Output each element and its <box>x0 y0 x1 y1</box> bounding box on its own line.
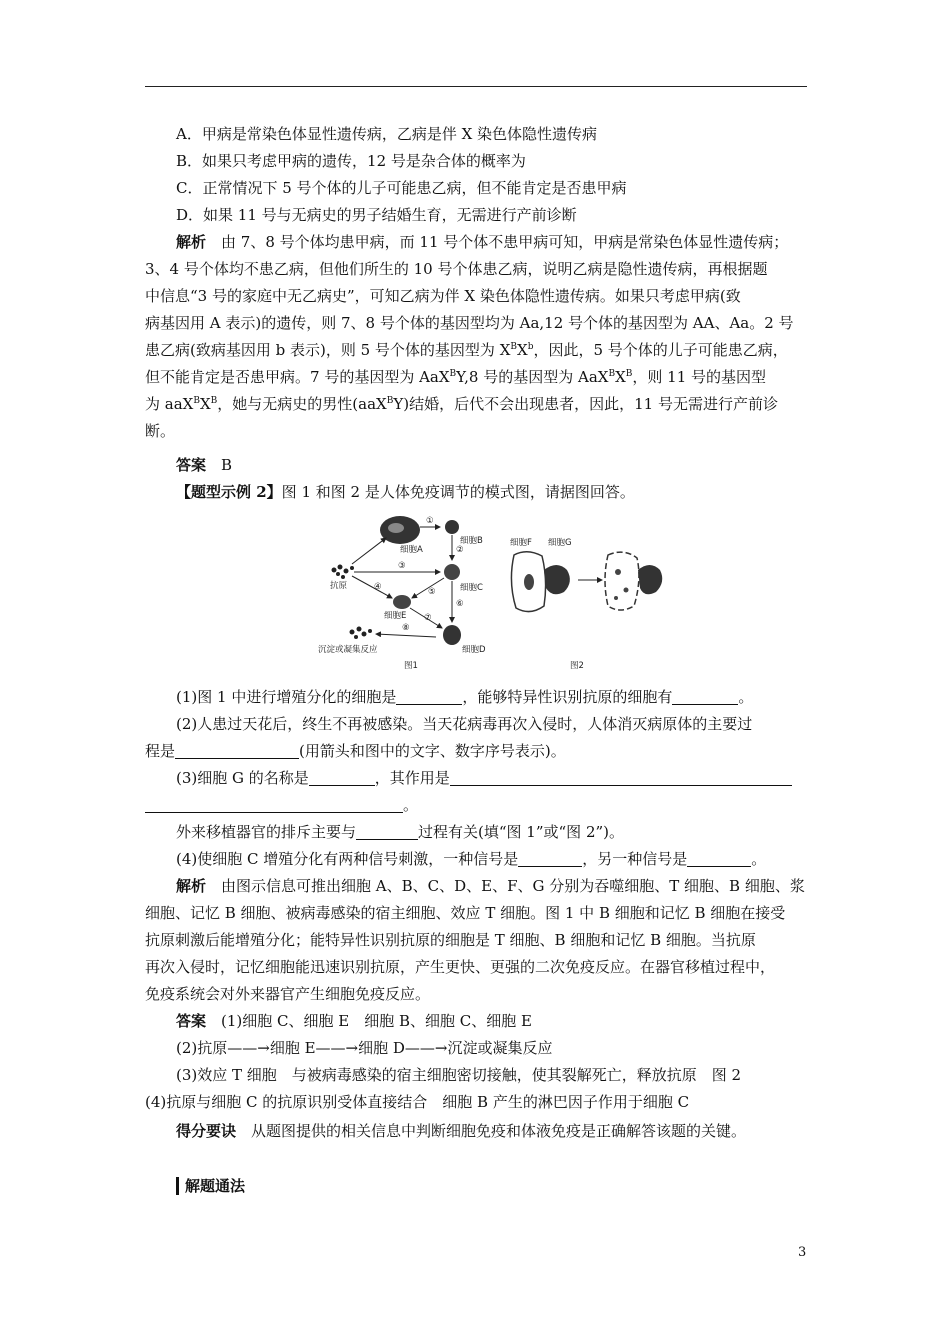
label-n6: ⑥ <box>456 599 464 609</box>
label-cell-a: 细胞A <box>400 545 423 555</box>
option-c: C．正常情况下 5 号个体的儿子可能患乙病，但不能肯定是否患甲病 <box>176 179 627 197</box>
blank-3c <box>145 798 403 813</box>
analysis2-line2: 细胞、记忆 B 细胞、被病毒感染的宿主细胞、效应 T 细胞。图 1 中 B 细胞和记忆 B 细胞在接受 <box>145 904 786 922</box>
label-antigen: 抗原 <box>330 581 348 591</box>
tip <box>176 1121 746 1141</box>
answer2-line3: (3)效应 T 细胞 与被病毒感染的宿主细胞密切接触，使其裂解死亡，释放抗原 图 2 <box>176 1066 742 1084</box>
label-n7: ⑦ <box>424 613 432 623</box>
option-b: B．如果只考虑甲病的遗传，12 号是杂合体的概率为 <box>176 152 526 170</box>
blank-1a <box>396 690 462 705</box>
analysis2-line4: 再次入侵时，记忆细胞能迅速识别抗原，产生更快、更强的二次免疫反应。在器官移植过程中， <box>145 958 776 976</box>
tip-text: 从题图提供的相关信息中判断细胞免疫和体液免疫是正确解答该题的关键。 <box>251 1122 747 1140</box>
analysis1-label: 解析 <box>176 233 207 251</box>
fig1-caption: 图1 <box>404 661 418 671</box>
label-cell-c: 细胞C <box>460 583 483 593</box>
tip-label: 得分要诀 <box>176 1122 237 1140</box>
blank-3b <box>450 771 792 786</box>
label-reaction: 沉淀或凝集反应 <box>318 645 378 655</box>
question-3-line2: 。 <box>145 795 418 815</box>
lysed-cell-shape <box>605 552 639 610</box>
option-a: A．甲病是常染色体显性遗传病，乙病是伴 X 染色体隐性遗传病 <box>176 125 598 143</box>
analysis1-line3: 中信息“3 号的家庭中无乙病史”，可知乙病为伴 X 染色体隐性遗传病。如果只考虑甲病(致 <box>145 287 741 305</box>
reaction-shape <box>350 627 373 640</box>
cell-g-after-shape <box>638 565 662 594</box>
immune-figure <box>312 510 672 672</box>
analysis1-line4: 病基因用 A 表示)的遗传，则 7、8 号个体的基因型均为 Aa,12 号个体的基因型为 AA、Aa。2 号 <box>145 314 794 332</box>
blank-2 <box>175 744 299 759</box>
blank-4a <box>518 852 582 867</box>
label-n4: ④ <box>374 582 382 592</box>
analysis2-line5: 免疫系统会对外来器官产生细胞免疫反应。 <box>145 985 431 1003</box>
section-title: 解题通法 <box>176 1177 245 1195</box>
analysis2-line3: 抗原刺激后能增殖分化；能特异性识别抗原的细胞是 T 细胞、B 细胞和记忆 B 细胞。当抗原 <box>145 931 756 949</box>
answer2-line4: (4)抗原与细胞 C 的抗原识别受体直接结合 细胞 B 产生的淋巴因子作用于细胞 C <box>145 1093 690 1111</box>
question-4: (4)使细胞 C 增殖分化有两种信号刺激，一种信号是 ，另一种信号是 。 <box>176 850 767 868</box>
label-cell-g: 细胞G <box>548 538 572 548</box>
example2-heading <box>176 482 635 502</box>
fig2-caption: 图2 <box>570 661 584 671</box>
label-cell-e: 细胞E <box>384 611 407 621</box>
answer2-label: 答案 <box>176 1012 207 1030</box>
blank-4b <box>687 852 751 867</box>
cell-b-shape <box>445 520 459 534</box>
analysis2-line1: 解析 由图示信息可推出细胞 A、B、C、D、E、F、G 分别为吞噬细胞、T 细胞、B 细胞、浆 <box>176 877 805 895</box>
cell-f-shape <box>511 552 545 612</box>
label-n8: ⑧ <box>402 623 410 633</box>
blank-3d <box>356 825 418 840</box>
analysis1-line6: 但不能肯定是否患甲病。7 号的基因型为 AaX$^B$Y,8 号的基因型为 $AaX^BX^B$，则 11 号的基因型 <box>145 368 767 386</box>
answer2-line1: 答案 (1)细胞 C、细胞 E 细胞 B、细胞 C、细胞 E <box>176 1012 532 1030</box>
answer1-label: 答案 <box>176 456 207 474</box>
blank-3a <box>309 771 375 786</box>
question-3-line3: 外来移植器官的排斥主要与 过程有关(填“图 1”或“图 2”)。 <box>176 823 625 841</box>
label-cell-f: 细胞F <box>510 538 532 548</box>
blank-1b <box>672 690 738 705</box>
question-1: (1)图 1 中进行增殖分化的细胞是 ，能够特异性识别抗原的细胞有 。 <box>176 688 754 706</box>
header-rule <box>145 86 807 87</box>
question-2-line1: (2)人患过天花后，终生不再被感染。当天花病毒再次入侵时，人体消灭病原体的主要过 <box>176 715 753 733</box>
question-3-line1: (3)细胞 G 的名称是 ，其作用是 <box>176 768 792 788</box>
cell-g-shape <box>544 565 570 594</box>
label-n3: ③ <box>398 561 406 571</box>
analysis1-line7: 为 $aaX^BX^B$，她与无病史的男性(aaX$^B$Y)结婚，后代不会出现患者，因此，11 号无需进行产前诊 <box>145 395 778 413</box>
analysis2-label: 解析 <box>176 877 207 895</box>
label-cell-b: 细胞B <box>460 536 483 546</box>
label-cell-d: 细胞D <box>462 645 486 655</box>
label-n1: ① <box>426 516 434 526</box>
analysis1-line8: 断。 <box>145 422 176 440</box>
label-n5: ⑤ <box>428 587 436 597</box>
analysis1-line1: 解析 由 7、8 号个体均患甲病，而 11 号个体不患甲病可知，甲病是常染色体显性遗传病； <box>176 233 789 251</box>
page-number: 3 <box>798 1245 807 1260</box>
example2-label: 【题型示例 2】 <box>176 483 282 501</box>
cell-d-shape <box>443 625 461 645</box>
analysis1-line5: 患乙病(致病基因用 b 表示)，则 5 号个体的基因型为 $X^BX^b$，因此，5 号个体的儿子可能患乙病， <box>145 341 788 359</box>
answer2-line2: (2)抗原——→细胞 E——→细胞 D——→沉淀或凝集反应 <box>176 1039 553 1057</box>
cell-c-shape <box>444 564 460 580</box>
answer1-value: B <box>221 456 233 474</box>
example2-text: 图 1 和图 2 是人体免疫调节的模式图，请据图回答。 <box>281 483 635 501</box>
antigen-shape <box>332 565 355 580</box>
option-d: D．如果 11 号与无病史的男子结婚生育，无需进行产前诊断 <box>176 206 577 224</box>
analysis1-line2: 3、4 号个体均不患乙病，但他们所生的 10 号个体患乙病，说明乙病是隐性遗传病，再根据题 <box>145 260 768 278</box>
question-2-line2: 程是 (用箭头和图中的文字、数字序号表示)。 <box>145 742 566 760</box>
label-n2: ② <box>456 545 464 555</box>
answer1 <box>176 455 232 475</box>
cell-a-shape <box>380 516 420 544</box>
cell-e-shape <box>393 595 411 609</box>
